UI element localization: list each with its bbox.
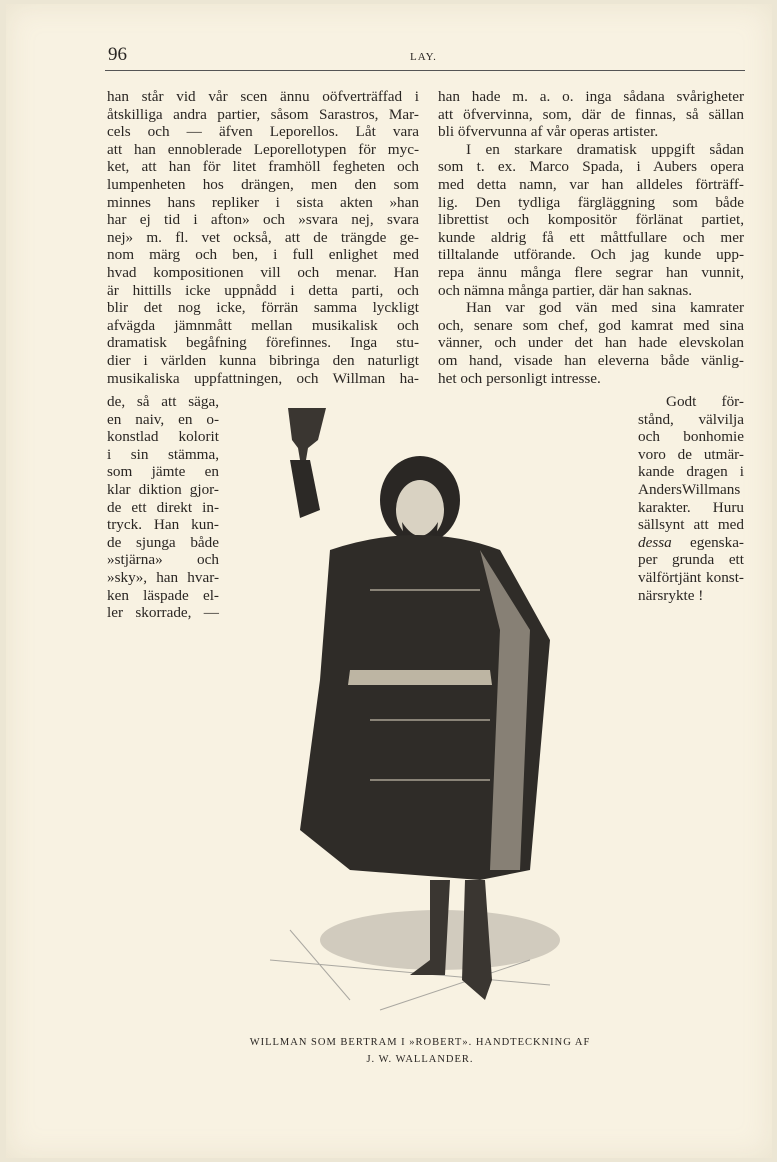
text-line: voro de utmär- <box>638 445 744 463</box>
text-line: de, så att säga, <box>107 393 219 410</box>
text-line: är hittills icke uppnådd i detta parti, och <box>107 281 419 299</box>
text-line: med detta namn, var han alldeles förträff- <box>438 175 744 193</box>
text-line: afvägda jämnmått mellan musikalisk och <box>107 316 419 334</box>
text-line: Godt för- <box>666 393 744 410</box>
text-line: librettist och kompositör förlänat partiet, <box>438 211 744 229</box>
text-line: dessa egenska- <box>638 533 744 551</box>
text-line: tilltalande utförande. Och jag kunde upp- <box>438 246 744 264</box>
text-line: som t. ex. Marco Spada, i Aubers opera <box>438 158 744 176</box>
text-line: Han var god vän med sina kamrater <box>466 299 744 317</box>
text-line: närsrykte ! <box>638 586 704 604</box>
goblet-icon <box>288 408 326 460</box>
text-line: tryck. Han kun- <box>107 516 219 534</box>
text-line: att han ennoblerade Leporellotypen för myc- <box>107 140 419 158</box>
text-line: hvad kompositionen vill och menar. Han <box>107 263 419 281</box>
text-line: och, senare som chef, god kamrat med sina <box>438 316 744 334</box>
right-column <box>438 88 744 387</box>
text-line: klar diktion gjor- <box>107 480 219 498</box>
text-line: lumpenheten hos drängen, men den som <box>107 175 419 193</box>
text-line: han hade m. a. o. inga sådana svårigheter <box>438 88 744 105</box>
text-line: han står vid vår scen ännu oöfverträffad i <box>107 88 419 105</box>
caption-line-1: WILLMAN SOM BERTRAM I »ROBERT». HANDTECKNING AF <box>249 1037 591 1048</box>
raised-arm <box>290 460 320 518</box>
text-line: AndersWillmans <box>638 480 741 498</box>
text-line: välförtjänt konst- <box>638 568 744 586</box>
text-line: dier i världen kunna bibringa den naturligt <box>107 351 419 369</box>
right-narrow-column <box>638 393 744 604</box>
text-line: I en starkare dramatisk uppgift sådan <box>466 140 744 158</box>
text-line: stånd, välvilja <box>638 410 744 428</box>
text-line: konstlad kolorit <box>107 428 219 446</box>
text-line: åtskilliga andra partier, såsom Sarastros, Mar- <box>107 105 419 123</box>
text-line: karakter. Huru <box>638 498 744 516</box>
text-line: kande dragen i <box>638 463 744 481</box>
text-line: dramatisk begåfning förefinnes. Inga stu- <box>107 334 419 352</box>
text-line: »stjärna» och <box>107 551 219 569</box>
floor-shadow <box>270 910 560 1010</box>
caption-line-2: J. W. WALLANDER. <box>366 1054 474 1065</box>
text-line: har ej tid i afton» och »svara nej, svara <box>107 211 419 229</box>
text-line: att öfvervinna, som, där de finnas, så sällan <box>438 105 744 123</box>
text-line: het och personligt intresse. <box>438 369 601 387</box>
text-line: cels och — äfven Leporellos. Låt vara <box>107 123 419 141</box>
text-line: repa ännu många flere segrar han vunnit, <box>438 263 744 281</box>
text-line: en naiv, en o- <box>107 410 219 428</box>
left-column <box>107 88 419 387</box>
text-line: »sky», han hvar- <box>107 568 219 586</box>
page-number: 96 <box>108 44 127 65</box>
left-narrow-column <box>107 393 219 622</box>
text-line: per grunda ett <box>638 551 744 569</box>
text-line: om hand, visade han eleverna både vänlig- <box>438 351 744 369</box>
text-line: de sjunga både <box>107 533 219 551</box>
text-line: ket, att han för litet framhöll fegheten och <box>107 158 419 176</box>
text-line: blir det nog icke, förrän samma lyckligt <box>107 299 419 317</box>
text-line: bli öfvervunna af vår operas artister. <box>438 123 659 141</box>
header-rule <box>105 70 745 71</box>
text-line: och bonhomie <box>638 428 744 446</box>
text-line: kunde aldrig få ett måttfullare och mer <box>438 228 744 246</box>
illustration-willman-as-bertram <box>230 400 570 1030</box>
text-line: musikaliska uppfattningen, och Willman ha- <box>107 369 419 387</box>
text-line: nej» m. fl. vet också, att de trängde ge- <box>107 228 419 246</box>
italic-word: dessa <box>638 533 691 551</box>
running-head: LAY. <box>410 51 437 63</box>
text-line: nom märg och ben, i full enlighet med <box>107 246 419 264</box>
text-line: sällsynt att med <box>638 516 744 534</box>
text-line: minnes hans repliker i sista akten »han <box>107 193 419 211</box>
text-line: ler skorrade, — <box>107 604 219 622</box>
text-line: ken läspade el- <box>107 586 219 604</box>
text-line: lig. Den tydliga färgläggning som både <box>438 193 744 211</box>
text-line: som jämte en <box>107 463 219 481</box>
text-line: och nämna många partier, där han saknas. <box>438 281 693 299</box>
text-line: de ett direkt in- <box>107 498 219 516</box>
figure-caption <box>200 1034 640 1068</box>
text-line: vänner, och under det han hade elevskolan <box>438 334 744 352</box>
text-line: i sin stämma, <box>107 445 219 463</box>
belt <box>348 670 492 685</box>
